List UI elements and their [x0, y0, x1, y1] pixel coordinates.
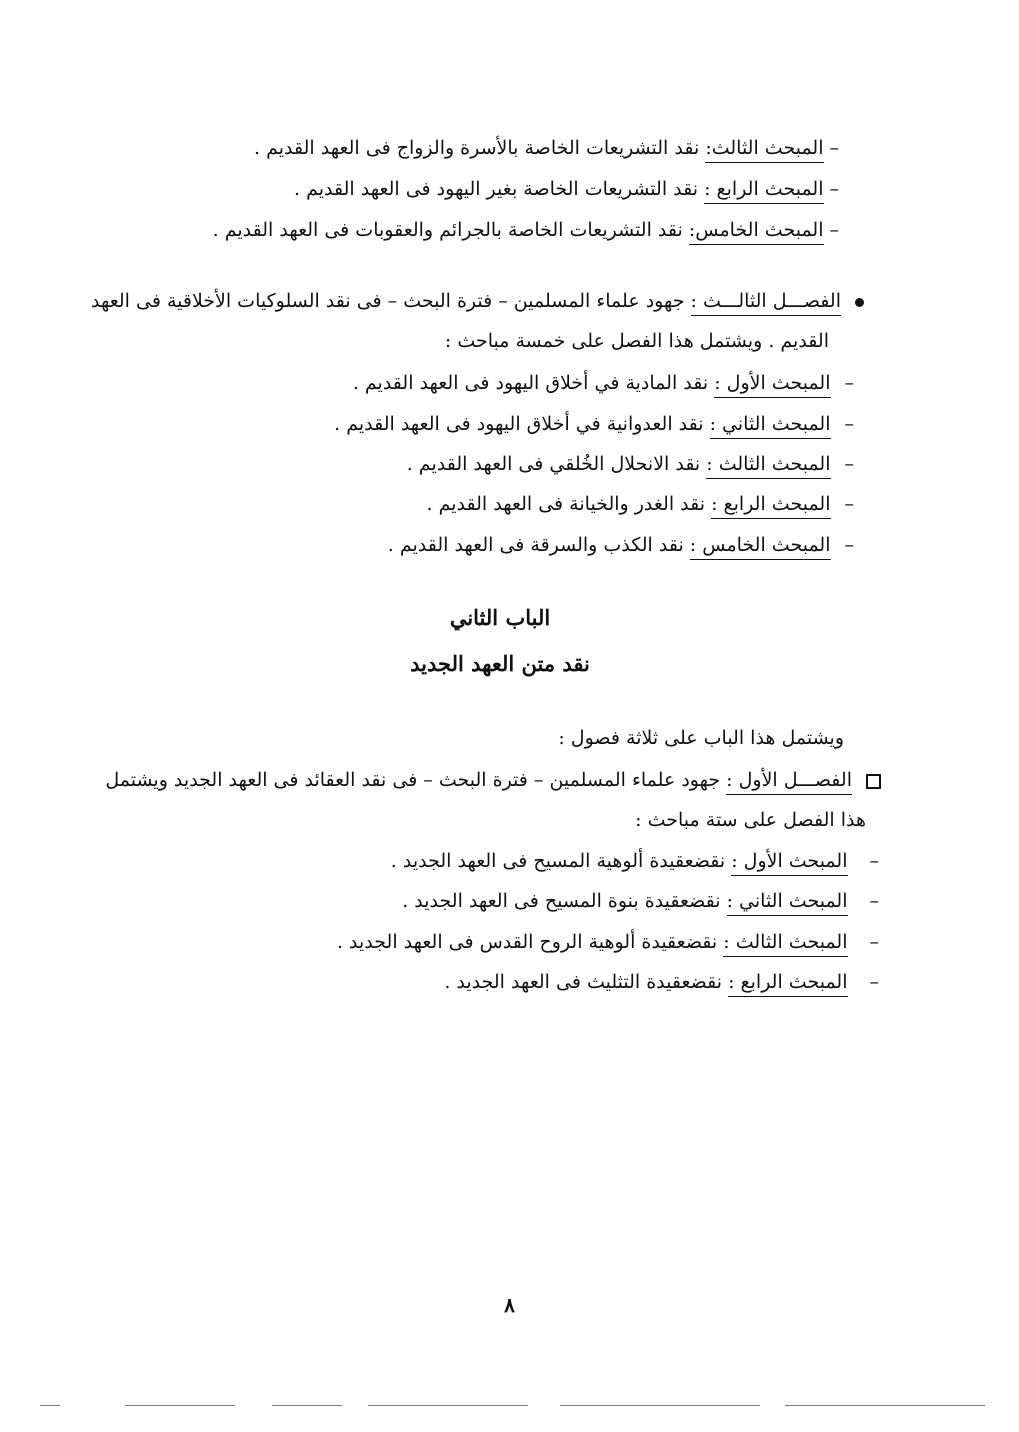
section-item	[402, 887, 879, 915]
chapter-heading	[105, 766, 881, 794]
bottom-rule	[368, 1405, 528, 1406]
section-label: المبحث الرابع :	[728, 971, 847, 997]
section-item	[254, 134, 839, 162]
section-label: المبحث الثاني :	[710, 413, 831, 439]
section-label: المبحث الرابع :	[704, 178, 823, 204]
dash-marker: –	[869, 931, 879, 953]
chapter-heading	[91, 287, 864, 315]
chapter-continuation: هذا الفصل على ستة مباحث :	[635, 809, 866, 831]
section-item	[337, 928, 879, 956]
bullet-icon	[855, 298, 864, 307]
chapter-text: جهود علماء المسلمين – فترة البحث – فى نقد السلوكيات الأخلاقية فى العهد	[90, 290, 685, 312]
chapter-label: الفصـــل الثالـــث :	[691, 290, 841, 316]
section-item	[334, 410, 854, 438]
section-label: المبحث الرابع :	[711, 493, 830, 519]
section-item	[444, 968, 879, 996]
section-text: نقضعقيدة بنوة المسيح فى العهد الجديد .	[402, 890, 721, 912]
section-label: المبحث الثاني :	[727, 890, 848, 916]
dash-marker: –	[844, 453, 854, 475]
section-item	[294, 175, 839, 203]
dash-marker: –	[844, 413, 854, 435]
section-text: نقضعقيدة ألوهية المسيح فى العهد الجديد .	[390, 850, 726, 872]
bottom-rule	[785, 1405, 985, 1406]
section-item	[407, 450, 854, 478]
part-title: الباب الثاني	[449, 605, 551, 630]
section-text: نقد الانحلال الخُلقي فى العهد القديم .	[406, 453, 701, 475]
section-label: المبحث الخامس :	[690, 534, 831, 560]
section-label: المبحث الثالث :	[706, 453, 830, 479]
dash-marker: –	[844, 372, 854, 394]
dash-marker: –	[869, 890, 879, 912]
dash-marker: –	[869, 971, 879, 993]
page-number: ٨	[504, 1293, 515, 1317]
dash-marker: –	[829, 137, 839, 159]
chapter-text: جهود علماء المسلمين – فترة البحث – فى نقد العقائد فى العهد الجديد ويشتمل	[105, 769, 721, 791]
dash-marker: –	[844, 493, 854, 515]
section-label: المبحث الثالث:	[705, 137, 823, 163]
bottom-rule	[560, 1405, 760, 1406]
chapter-label: الفصـــل الأول :	[726, 769, 852, 795]
section-label: المبحث الثالث :	[723, 931, 847, 957]
section-text: نقد التشريعات الخاصة بالجرائم والعقوبات فى العهد القديم .	[212, 219, 683, 241]
section-item	[427, 490, 854, 518]
section-label: المبحث الأول :	[731, 850, 847, 876]
dash-marker: –	[844, 534, 854, 556]
section-text: نقد الغدر والخيانة فى العهد القديم .	[426, 493, 706, 515]
section-text: نقد التشريعات الخاصة بغير اليهود فى العهد القديم .	[294, 178, 699, 200]
section-text: نقد التشريعات الخاصة بالأسرة والزواج فى العهد القديم .	[254, 137, 700, 159]
section-item	[391, 847, 879, 875]
section-text: نقد الكذب والسرقة فى العهد القديم .	[387, 534, 684, 556]
part-intro: ويشتمل هذا الباب على ثلاثة فصول :	[558, 727, 844, 749]
section-text: نقد العدوانية في أخلاق اليهود فى العهد القديم .	[334, 413, 704, 435]
bottom-rule	[125, 1405, 235, 1406]
section-item	[213, 216, 839, 244]
bottom-rule	[272, 1405, 342, 1406]
bottom-rule	[40, 1405, 60, 1406]
section-text: نقد المادية في أخلاق اليهود فى العهد القديم .	[352, 372, 709, 394]
dash-marker: –	[829, 178, 839, 200]
dash-marker: –	[829, 219, 839, 241]
checkbox-icon	[866, 774, 881, 789]
section-label: المبحث الخامس:	[689, 219, 824, 245]
dash-marker: –	[869, 850, 879, 872]
chapter-continuation: القديم . ويشتمل هذا الفصل على خمسة مباحث :	[444, 330, 829, 352]
section-label: المبحث الأول :	[714, 372, 830, 398]
section-item	[388, 531, 854, 559]
section-text: نقضعقيدة التثليث فى العهد الجديد .	[444, 971, 723, 993]
part-subtitle: نقد متن العهد الجديد	[410, 651, 590, 676]
section-text: نقضعقيدة ألوهية الروح القدس فى العهد الجديد .	[336, 931, 718, 953]
section-item	[353, 369, 854, 397]
